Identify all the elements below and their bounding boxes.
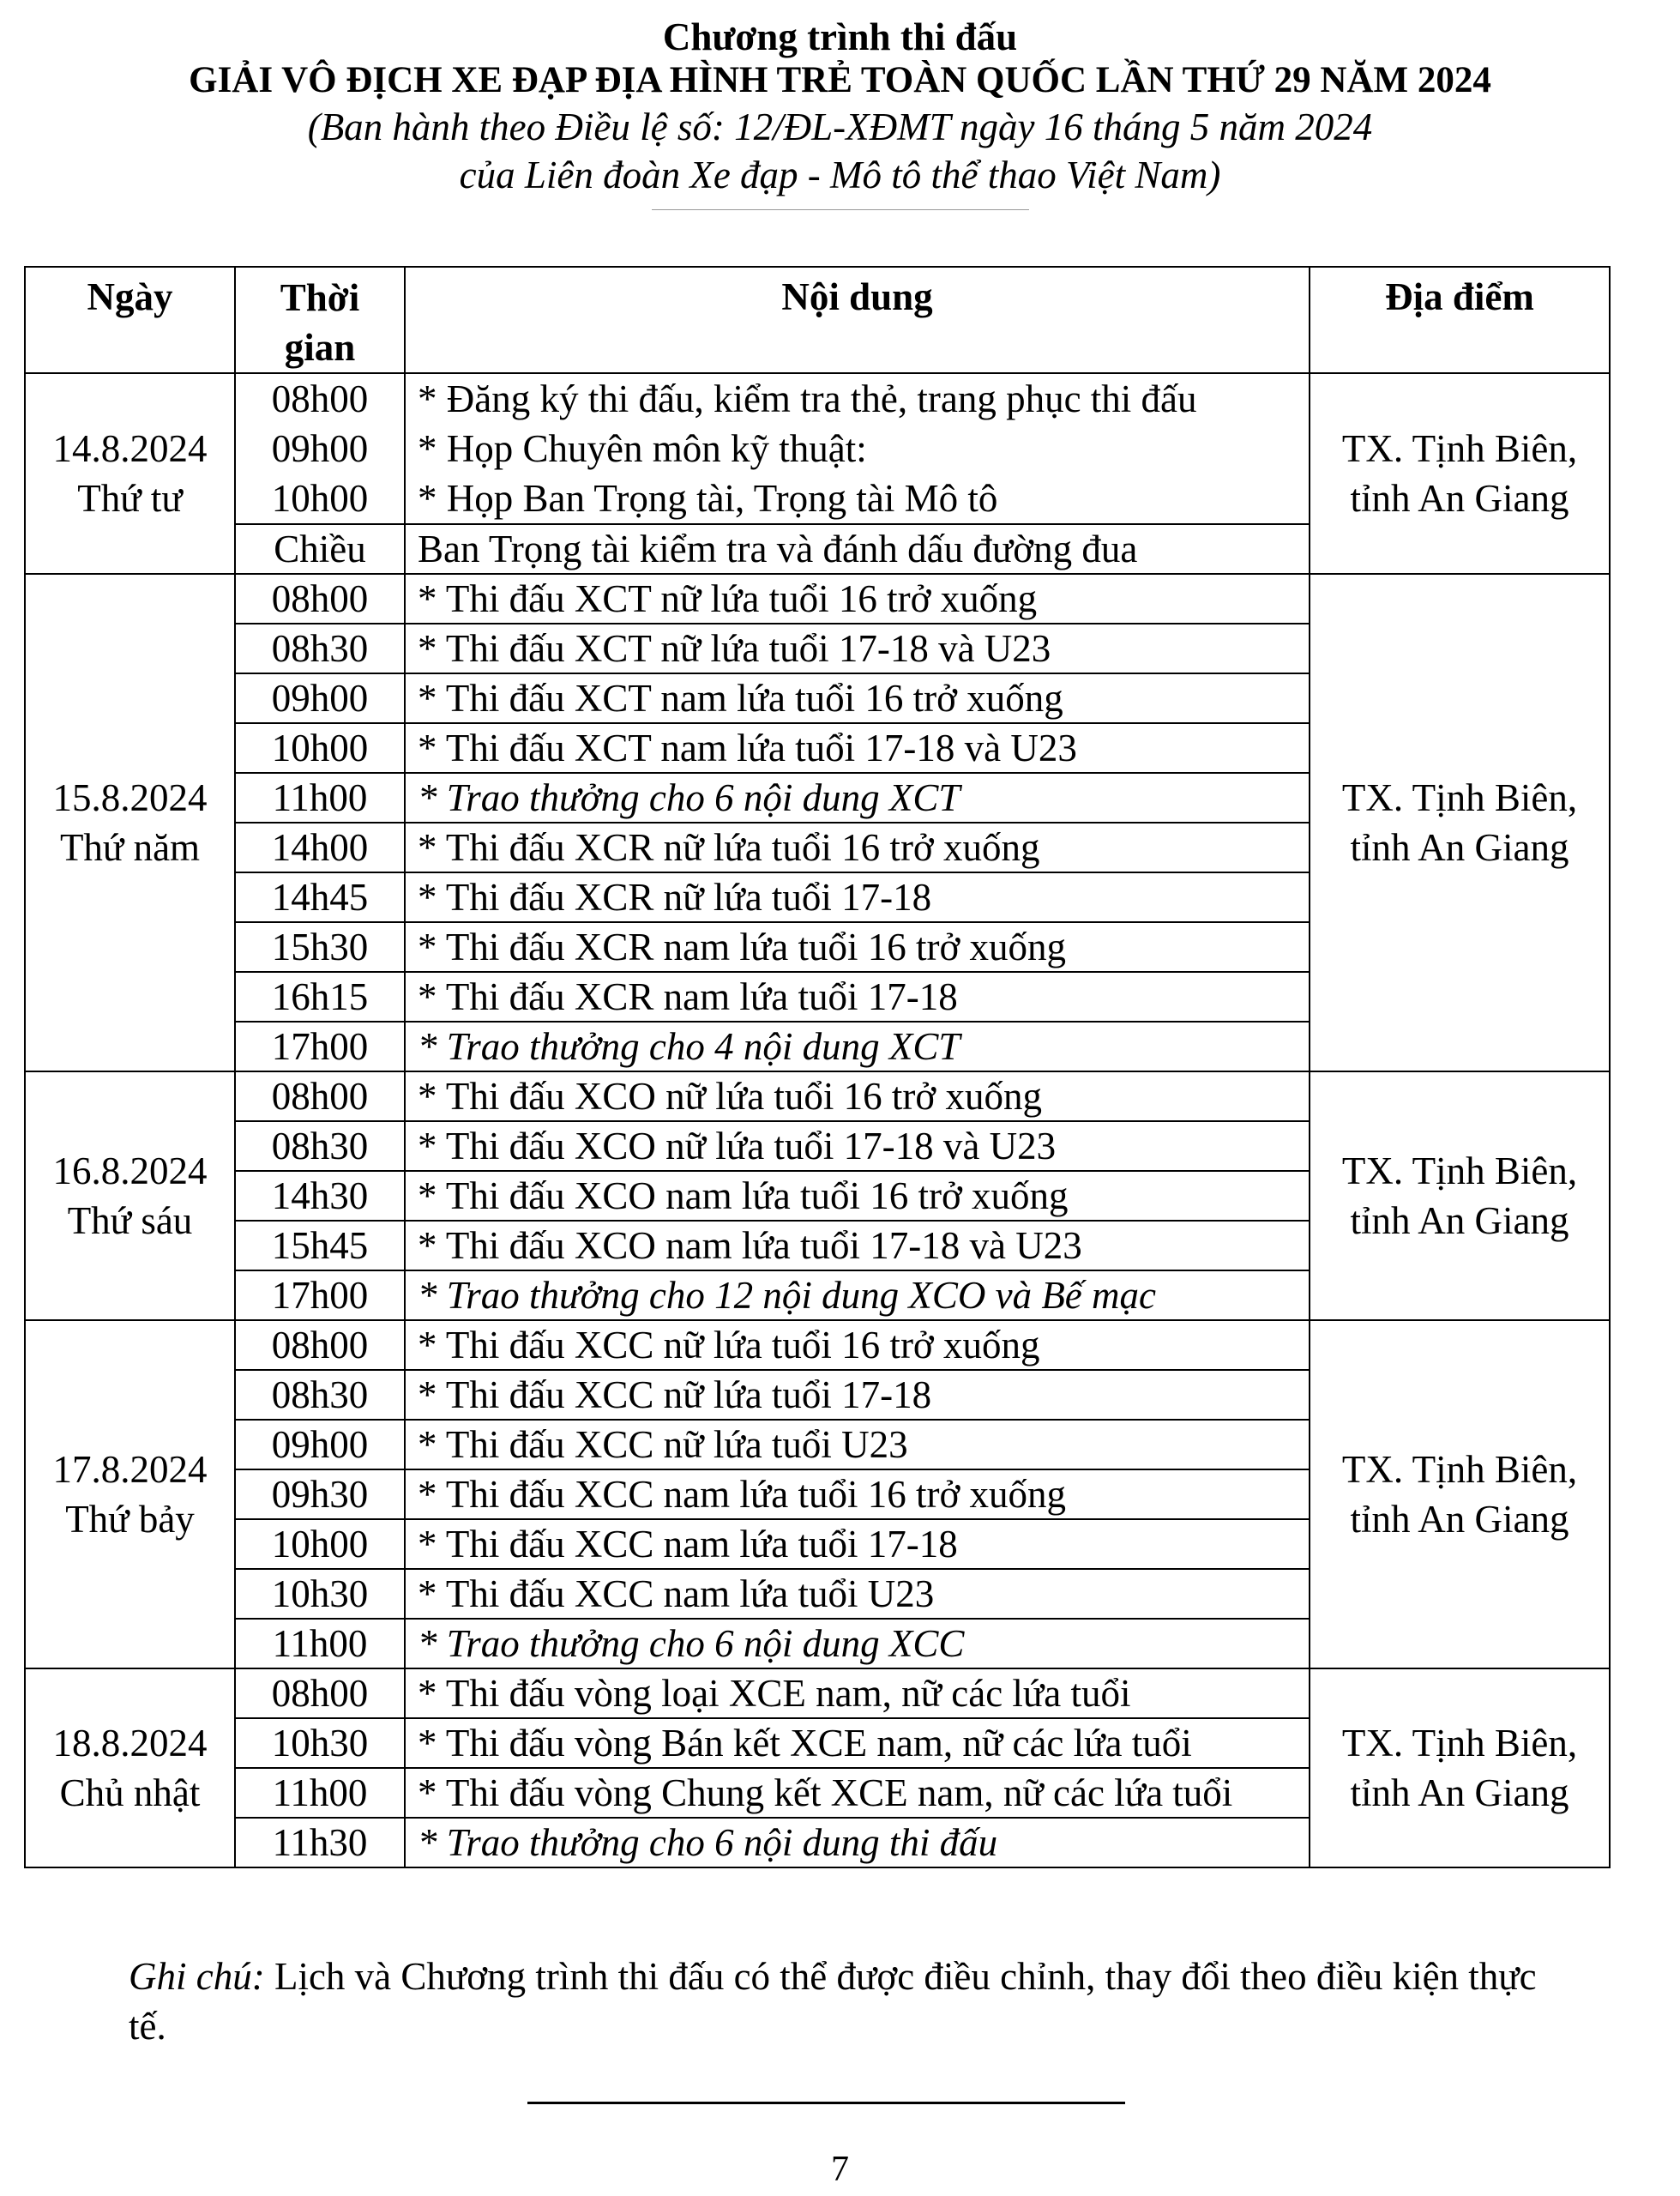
venue-province: tỉnh An Giang bbox=[1350, 477, 1569, 520]
footer-divider bbox=[527, 2102, 1125, 2104]
footnote bbox=[129, 1952, 1552, 2051]
time-cell: 09h00 bbox=[235, 1420, 405, 1469]
time-cell: 14h00 bbox=[235, 823, 405, 872]
time-cell: 15h30 bbox=[235, 922, 405, 972]
event-description: * Thi đấu XCT nữ lứa tuổi 16 trở xuống bbox=[405, 574, 1310, 624]
award-ceremony: * Trao thưởng cho 6 nội dung thi đấu bbox=[405, 1818, 1310, 1867]
header-divider bbox=[652, 209, 1029, 210]
time-value: 10h00 bbox=[271, 477, 369, 520]
day-weekday: Thứ tư bbox=[77, 477, 183, 520]
event-description: * Thi đấu XCT nữ lứa tuổi 17-18 và U23 bbox=[405, 624, 1310, 673]
day-date: 15.8.2024 bbox=[52, 776, 208, 819]
time-cell: 11h30 bbox=[235, 1818, 405, 1867]
footnote-text: Lịch và Chương trình thi đấu có thể được điều chỉnh, thay đổi theo điều kiện thực tế. bbox=[129, 1955, 1537, 2048]
venue-cell bbox=[1310, 1668, 1610, 1867]
venue-province: tỉnh An Giang bbox=[1350, 1498, 1569, 1541]
time-cell: 17h00 bbox=[235, 1022, 405, 1071]
time-cell: 11h00 bbox=[235, 1619, 405, 1668]
time-value: 09h00 bbox=[271, 427, 369, 470]
time-cell: 14h45 bbox=[235, 872, 405, 922]
venue-town: TX. Tịnh Biên, bbox=[1341, 776, 1578, 819]
venue-province: tỉnh An Giang bbox=[1350, 826, 1569, 869]
award-ceremony: * Trao thưởng cho 4 nội dung XCT bbox=[405, 1022, 1310, 1071]
venue-town: TX. Tịnh Biên, bbox=[1341, 1448, 1578, 1491]
time-cell: 10h30 bbox=[235, 1718, 405, 1768]
table-row bbox=[25, 1668, 1610, 1718]
schedule-body bbox=[25, 373, 1610, 1867]
time-cell: 08h00 bbox=[235, 574, 405, 624]
schedule-table bbox=[24, 266, 1611, 1868]
event-description: * Thi đấu XCC nữ lứa tuổi 17-18 bbox=[405, 1370, 1310, 1420]
day-weekday: Thứ năm bbox=[59, 826, 201, 869]
day-weekday: Chủ nhật bbox=[59, 1771, 201, 1814]
time-cell: 08h30 bbox=[235, 1121, 405, 1171]
venue-town: TX. Tịnh Biên, bbox=[1341, 1149, 1578, 1192]
time-cell: 08h30 bbox=[235, 1370, 405, 1420]
document-title: Chương trình thi đấu bbox=[662, 15, 1018, 58]
time-cell: 11h00 bbox=[235, 1768, 405, 1818]
header-time-line-1: Thời bbox=[280, 276, 360, 319]
event-description: * Thi đấu XCO nam lứa tuổi 16 trở xuống bbox=[405, 1171, 1310, 1221]
event-description: * Thi đấu XCR nữ lứa tuổi 16 trở xuống bbox=[405, 823, 1310, 872]
event-description: * Thi đấu XCC nữ lứa tuổi U23 bbox=[405, 1420, 1310, 1469]
table-row bbox=[25, 1320, 1610, 1370]
day-date-cell bbox=[25, 574, 235, 1071]
time-cell: 11h00 bbox=[235, 773, 405, 823]
event-description: * Họp Ban Trọng tài, Trọng tài Mô tô bbox=[418, 477, 998, 520]
event-description: * Thi đấu vòng Bán kết XCE nam, nữ các lứa tuổi bbox=[405, 1718, 1310, 1768]
event-description: * Thi đấu XCO nam lứa tuổi 17-18 và U23 bbox=[405, 1221, 1310, 1270]
venue-cell bbox=[1310, 574, 1610, 1071]
venue-cell bbox=[1310, 373, 1610, 574]
event-description: * Thi đấu XCC nam lứa tuổi U23 bbox=[405, 1569, 1310, 1619]
day-weekday: Thứ sáu bbox=[67, 1199, 193, 1242]
event-description: * Thi đấu XCT nam lứa tuổi 16 trở xuống bbox=[405, 673, 1310, 723]
table-row bbox=[25, 373, 1610, 524]
time-cell: 08h00 bbox=[235, 1668, 405, 1718]
time-cell: 09h00 bbox=[235, 673, 405, 723]
issued-by-line-1: (Ban hành theo Điều lệ số: 12/ĐL-XĐMT ngày 16 tháng 5 năm 2024 bbox=[307, 106, 1373, 148]
event-description: * Thi đấu XCO nữ lứa tuổi 17-18 và U23 bbox=[405, 1121, 1310, 1171]
award-ceremony: * Trao thưởng cho 6 nội dung XCT bbox=[405, 773, 1310, 823]
venue-town: TX. Tịnh Biên, bbox=[1341, 1722, 1578, 1765]
championship-name: GIẢI VÔ ĐỊCH XE ĐẠP ĐỊA HÌNH TRẺ TOÀN QUỐC LẦN THỨ 29 NĂM 2024 bbox=[189, 60, 1491, 100]
award-ceremony: * Trao thưởng cho 6 nội dung XCC bbox=[405, 1619, 1310, 1668]
event-description: * Thi đấu XCC nam lứa tuổi 16 trở xuống bbox=[405, 1469, 1310, 1519]
day-date-cell bbox=[25, 373, 235, 574]
event-description: Ban Trọng tài kiểm tra và đánh dấu đường đua bbox=[405, 524, 1310, 574]
header-date: Ngày bbox=[25, 267, 235, 373]
venue-cell bbox=[1310, 1320, 1610, 1668]
day-date: 17.8.2024 bbox=[52, 1448, 208, 1491]
time-cell: 17h00 bbox=[235, 1270, 405, 1320]
header-time bbox=[235, 267, 405, 373]
event-description: * Thi đấu XCR nam lứa tuổi 17-18 bbox=[405, 972, 1310, 1022]
event-description: * Thi đấu vòng Chung kết XCE nam, nữ các lứa tuổi bbox=[405, 1768, 1310, 1818]
day-date-cell bbox=[25, 1071, 235, 1320]
time-cell: 09h30 bbox=[235, 1469, 405, 1519]
time-cell: Chiều bbox=[235, 524, 405, 574]
venue-province: tỉnh An Giang bbox=[1350, 1199, 1569, 1242]
event-description: * Thi đấu XCT nam lứa tuổi 17-18 và U23 bbox=[405, 723, 1310, 773]
venue-cell bbox=[1310, 1071, 1610, 1320]
table-row bbox=[25, 574, 1610, 624]
time-cell: 14h30 bbox=[235, 1171, 405, 1221]
content-cell bbox=[405, 373, 1310, 524]
day-date-cell bbox=[25, 1668, 235, 1867]
footnote-label: Ghi chú: bbox=[129, 1955, 265, 1998]
venue-town: TX. Tịnh Biên, bbox=[1341, 427, 1578, 470]
time-cell: 16h15 bbox=[235, 972, 405, 1022]
event-description: * Thi đấu XCO nữ lứa tuổi 16 trở xuống bbox=[405, 1071, 1310, 1121]
day-date: 16.8.2024 bbox=[52, 1149, 208, 1192]
event-description: * Đăng ký thi đấu, kiểm tra thẻ, trang phục thi đấu bbox=[418, 377, 1197, 420]
day-date: 18.8.2024 bbox=[52, 1722, 208, 1765]
event-description: * Thi đấu XCR nữ lứa tuổi 17-18 bbox=[405, 872, 1310, 922]
event-description: * Thi đấu vòng loại XCE nam, nữ các lứa tuổi bbox=[405, 1668, 1310, 1718]
time-cell: 08h00 bbox=[235, 1071, 405, 1121]
time-value: 08h00 bbox=[271, 377, 369, 420]
event-description: * Thi đấu XCC nữ lứa tuổi 16 trở xuống bbox=[405, 1320, 1310, 1370]
event-description: * Thi đấu XCC nam lứa tuổi 17-18 bbox=[405, 1519, 1310, 1569]
document-header bbox=[0, 15, 1680, 210]
table-header-row bbox=[25, 267, 1610, 373]
event-description: * Thi đấu XCR nam lứa tuổi 16 trở xuống bbox=[405, 922, 1310, 972]
table-row bbox=[25, 1071, 1610, 1121]
issued-by-line-2: của Liên đoàn Xe đạp - Mô tô thể thao Việt Nam) bbox=[459, 154, 1221, 196]
time-cell: 15h45 bbox=[235, 1221, 405, 1270]
time-cell: 10h30 bbox=[235, 1569, 405, 1619]
time-cell: 10h00 bbox=[235, 723, 405, 773]
award-ceremony: * Trao thưởng cho 12 nội dung XCO và Bế mạc bbox=[405, 1270, 1310, 1320]
header-content: Nội dung bbox=[405, 267, 1310, 373]
header-place: Địa điểm bbox=[1310, 267, 1610, 373]
event-description: * Họp Chuyên môn kỹ thuật: bbox=[418, 427, 867, 470]
header-time-line-2: gian bbox=[284, 326, 356, 369]
day-date-cell bbox=[25, 1320, 235, 1668]
time-cell: 10h00 bbox=[235, 1519, 405, 1569]
day-weekday: Thứ bảy bbox=[65, 1498, 195, 1541]
venue-province: tỉnh An Giang bbox=[1350, 1771, 1569, 1814]
time-cell: 08h00 bbox=[235, 1320, 405, 1370]
time-cell bbox=[235, 373, 405, 524]
page-number: 7 bbox=[831, 2150, 849, 2189]
time-cell: 08h30 bbox=[235, 624, 405, 673]
day-date: 14.8.2024 bbox=[52, 427, 208, 470]
